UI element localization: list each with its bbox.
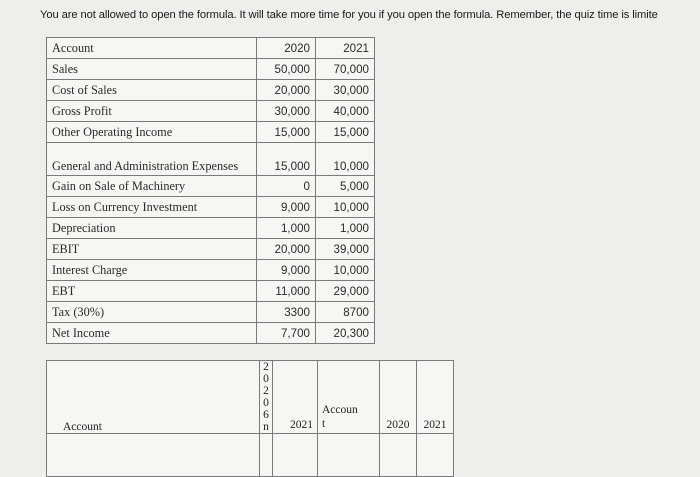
answer-year-2021: 2021: [273, 361, 318, 434]
answer-cell[interactable]: [273, 434, 318, 477]
value-2021: 10,000: [316, 143, 375, 176]
income-statement-table: [46, 37, 375, 344]
answer-cell[interactable]: [47, 434, 260, 477]
value-2021: 39,000: [316, 239, 375, 260]
vertical-year-char: 2: [263, 385, 269, 397]
table-row: [47, 302, 375, 323]
value-2020: 0: [257, 176, 316, 197]
row-label: EBIT: [47, 239, 257, 260]
table-row: [47, 197, 375, 218]
table-row: [47, 176, 375, 197]
table-row: [47, 323, 375, 344]
row-label: Gross Profit: [47, 101, 257, 122]
value-2021: 1,000: [316, 218, 375, 239]
answer-header-row: [47, 361, 454, 434]
vertical-year-char: 2: [263, 361, 269, 373]
value-2021: 70,000: [316, 59, 375, 80]
vertical-year-char: 0: [263, 397, 269, 409]
table-row: [47, 143, 375, 176]
value-2020: 15,000: [257, 122, 316, 143]
value-2020: 20,000: [257, 239, 316, 260]
value-2021: 40,000: [316, 101, 375, 122]
row-label: Depreciation: [47, 218, 257, 239]
answer-vertical-year: [260, 361, 273, 434]
value-2020: 1,000: [257, 218, 316, 239]
account-split-part: t: [322, 418, 326, 430]
answer-account-split: [318, 361, 380, 434]
row-label: Interest Charge: [47, 260, 257, 281]
table-row: [47, 101, 375, 122]
value-2021: 30,000: [316, 80, 375, 101]
value-2020: 11,000: [257, 281, 316, 302]
row-label: General and Administration Expenses: [47, 143, 257, 176]
value-2021: 15,000: [316, 122, 375, 143]
row-label: Tax (30%): [47, 302, 257, 323]
table-row: [47, 239, 375, 260]
table-row: [47, 218, 375, 239]
table-row: [47, 281, 375, 302]
row-label: Other Operating Income: [47, 122, 257, 143]
row-label: Sales: [47, 59, 257, 80]
value-2021: 20,300: [316, 323, 375, 344]
value-2021: 29,000: [316, 281, 375, 302]
row-label: Loss on Currency Investment: [47, 197, 257, 218]
table-row: [47, 80, 375, 101]
vertical-year-char: 0: [263, 373, 269, 385]
answer-col-2021: 2021: [417, 361, 454, 434]
answer-cell[interactable]: [318, 434, 380, 477]
value-2021: 5,000: [316, 176, 375, 197]
account-split-part: Accoun: [322, 404, 358, 416]
answer-account-label: Account: [47, 361, 260, 434]
row-label: Gain on Sale of Machinery: [47, 176, 257, 197]
vertical-year-char: n: [263, 421, 269, 433]
vertical-year-char: 6: [263, 409, 269, 421]
answer-cell[interactable]: [417, 434, 454, 477]
row-label: EBT: [47, 281, 257, 302]
header-2021: 2021: [316, 38, 375, 59]
value-2020: 3300: [257, 302, 316, 323]
answer-cell[interactable]: [260, 434, 273, 477]
value-2020: 50,000: [257, 59, 316, 80]
value-2020: 15,000: [257, 143, 316, 176]
answer-cell[interactable]: [380, 434, 417, 477]
row-label: Cost of Sales: [47, 80, 257, 101]
table-row: [47, 260, 375, 281]
value-2020: 9,000: [257, 260, 316, 281]
answer-table: [46, 360, 454, 477]
table-row: [47, 59, 375, 80]
table-row: [47, 122, 375, 143]
value-2020: 30,000: [257, 101, 316, 122]
value-2020: 20,000: [257, 80, 316, 101]
header-account: Account: [47, 38, 257, 59]
header-2020: 2020: [257, 38, 316, 59]
value-2020: 7,700: [257, 323, 316, 344]
row-label: Net Income: [47, 323, 257, 344]
quiz-instructions: You are not allowed to open the formula. It will take more time for you if you open the formula. Remember, the quiz time is limite: [40, 9, 658, 21]
table-header-row: [47, 38, 375, 59]
value-2021: 10,000: [316, 197, 375, 218]
answer-col-2020: 2020: [380, 361, 417, 434]
value-2020: 9,000: [257, 197, 316, 218]
value-2021: 8700: [316, 302, 375, 323]
answer-empty-row: [47, 434, 454, 477]
value-2021: 10,000: [316, 260, 375, 281]
